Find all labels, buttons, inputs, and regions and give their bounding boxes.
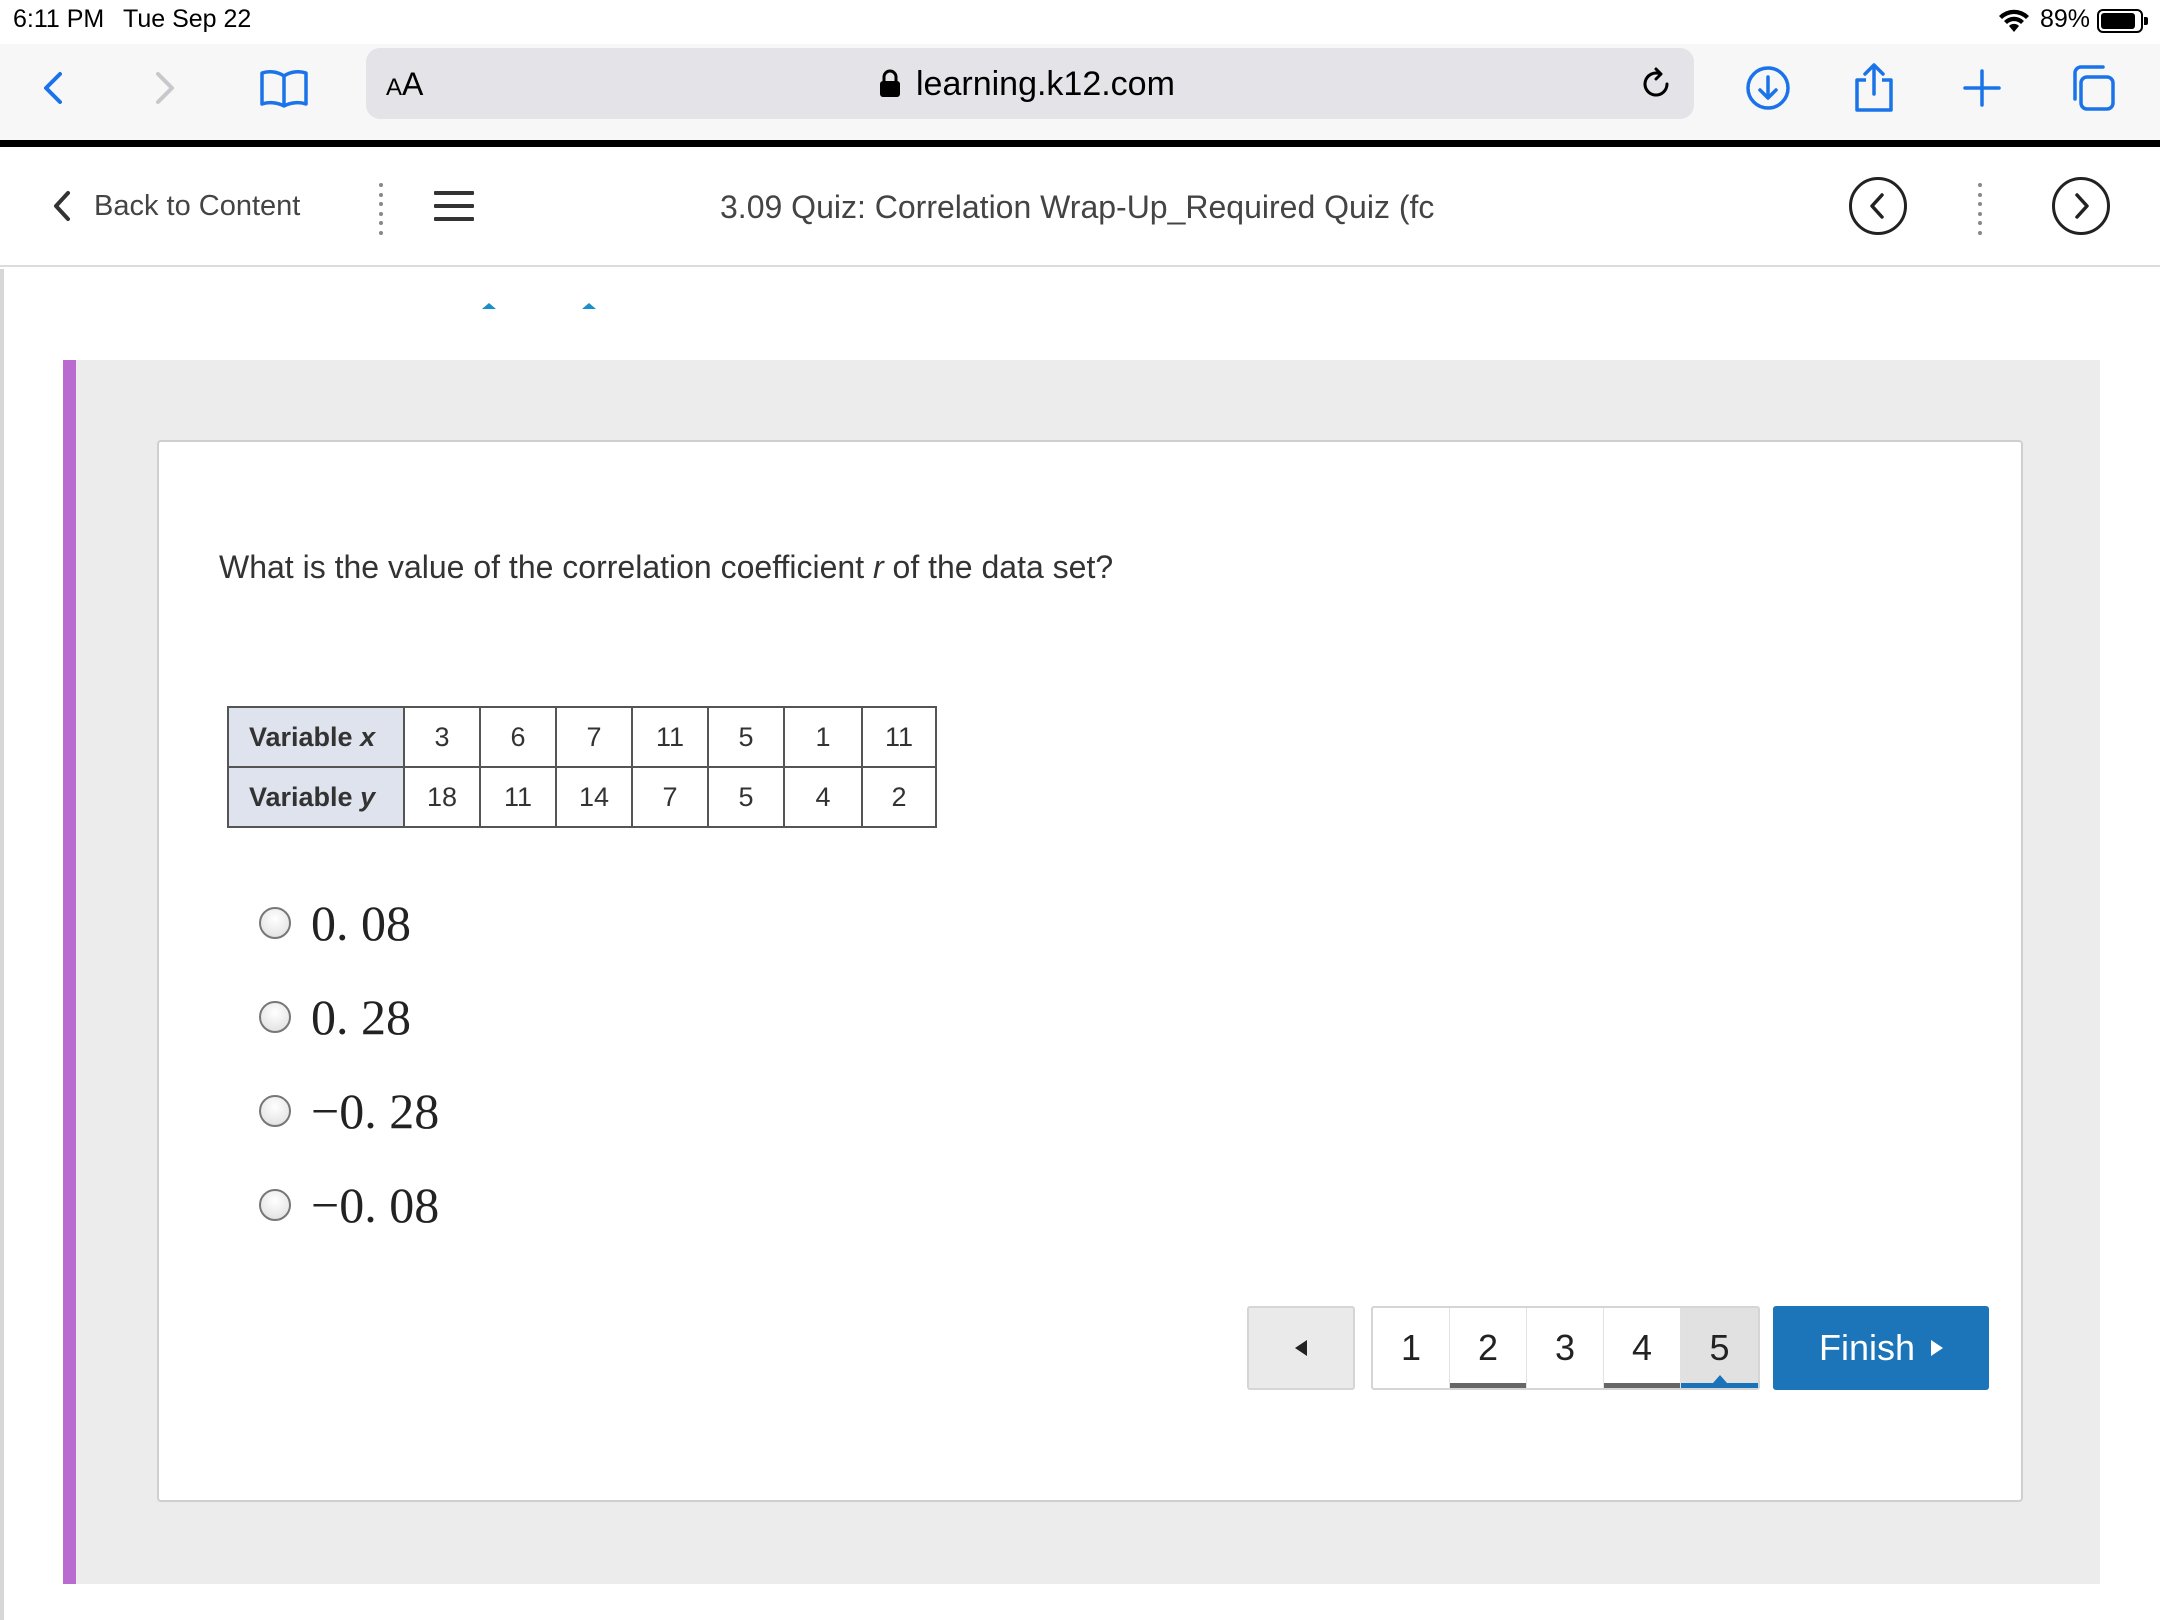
menu-icon[interactable] (434, 191, 474, 221)
table-cell: 11 (862, 707, 936, 767)
triangle-right-icon (1931, 1340, 1943, 1356)
share-icon[interactable] (1842, 56, 1906, 120)
chevron-left-icon (1866, 191, 1890, 221)
page-button-5[interactable]: 5 (1681, 1308, 1758, 1388)
back-to-content-label: Back to Content (94, 189, 301, 222)
data-table (227, 706, 937, 828)
chevron-left-icon (50, 189, 74, 223)
radio-button[interactable] (259, 1095, 291, 1127)
left-scroll-rule (0, 269, 4, 1620)
divider-dots-icon (1975, 183, 1985, 235)
answer-option-2[interactable] (259, 988, 411, 1046)
answer-label: 0. 08 (311, 895, 411, 951)
page-button-3[interactable]: 3 (1527, 1308, 1604, 1388)
next-activity-button[interactable] (2052, 177, 2110, 235)
answer-label: −0. 28 (311, 1083, 440, 1139)
back-to-content-link[interactable] (50, 189, 300, 223)
table-row (228, 767, 936, 827)
plus-icon[interactable] (1950, 56, 2014, 120)
tabs-icon[interactable] (2060, 56, 2124, 120)
table-cell: 11 (480, 767, 556, 827)
question-card (157, 440, 2023, 1502)
quiz-panel (63, 360, 2100, 1584)
question-text: What is the value of the correlation coefficient r of the data set? (219, 549, 1114, 585)
radio-button[interactable] (259, 907, 291, 939)
previous-activity-button[interactable] (1849, 177, 1907, 235)
lms-header (0, 147, 2160, 267)
answer-label: 0. 28 (311, 989, 411, 1045)
table-cell: 7 (632, 767, 708, 827)
wifi-icon (1998, 8, 2030, 34)
radio-button[interactable] (259, 1189, 291, 1221)
status-time: 6:11 PM (13, 5, 105, 33)
answer-option-3[interactable] (259, 1082, 439, 1140)
table-cell: 5 (708, 707, 784, 767)
row-header: Variable x (228, 707, 404, 767)
triangle-left-icon (1293, 1339, 1309, 1357)
book-icon[interactable] (252, 56, 316, 120)
table-cell: 1 (784, 707, 862, 767)
row-header: Variable y (228, 767, 404, 827)
address-bar[interactable] (366, 48, 1694, 119)
table-cell: 3 (404, 707, 480, 767)
battery-level (2101, 13, 2135, 29)
finish-button[interactable] (1773, 1306, 1989, 1390)
finish-label: Finish (1818, 1327, 1916, 1368)
url-text: learning.k12.com (916, 65, 1175, 103)
chevron-right-icon[interactable] (132, 56, 196, 120)
table-cell: 4 (784, 767, 862, 827)
status-bar (0, 0, 2160, 44)
answer-label: −0. 08 (311, 1177, 440, 1233)
quiz-accent-bar (63, 360, 76, 1584)
question-pagination (1371, 1306, 1760, 1390)
table-cell: 7 (556, 707, 632, 767)
caret-mark-icon (582, 303, 596, 309)
table-cell: 5 (708, 767, 784, 827)
page-button-4[interactable]: 4 (1604, 1308, 1681, 1388)
status-date: Tue Sep 22 (123, 5, 252, 33)
table-cell: 14 (556, 767, 632, 827)
table-cell: 18 (404, 767, 480, 827)
answer-option-1[interactable] (259, 894, 411, 952)
page-title: 3.09 Quiz: Correlation Wrap-Up_Required Quiz (fc (720, 189, 1435, 225)
reload-icon[interactable] (1636, 64, 1676, 104)
previous-question-button[interactable] (1247, 1306, 1355, 1390)
answer-option-4[interactable] (259, 1176, 439, 1234)
battery-icon (2097, 9, 2143, 33)
radio-button[interactable] (259, 1001, 291, 1033)
browser-toolbar (0, 44, 2160, 140)
page-button-1[interactable]: 1 (1373, 1308, 1450, 1388)
table-cell: 2 (862, 767, 936, 827)
caret-mark-icon (482, 303, 496, 309)
chevron-left-icon[interactable] (22, 56, 86, 120)
table-row (228, 707, 936, 767)
lock-icon (878, 68, 902, 98)
text-size-button[interactable]: AA (386, 66, 424, 102)
table-cell: 11 (632, 707, 708, 767)
table-cell: 6 (480, 707, 556, 767)
chevron-right-icon (2069, 191, 2093, 221)
download-icon[interactable] (1736, 56, 1800, 120)
battery-percent: 89% (2040, 5, 2091, 33)
toolbar-divider (0, 140, 2160, 147)
divider-dots-icon (376, 183, 386, 235)
page-button-2[interactable]: 2 (1450, 1308, 1527, 1388)
